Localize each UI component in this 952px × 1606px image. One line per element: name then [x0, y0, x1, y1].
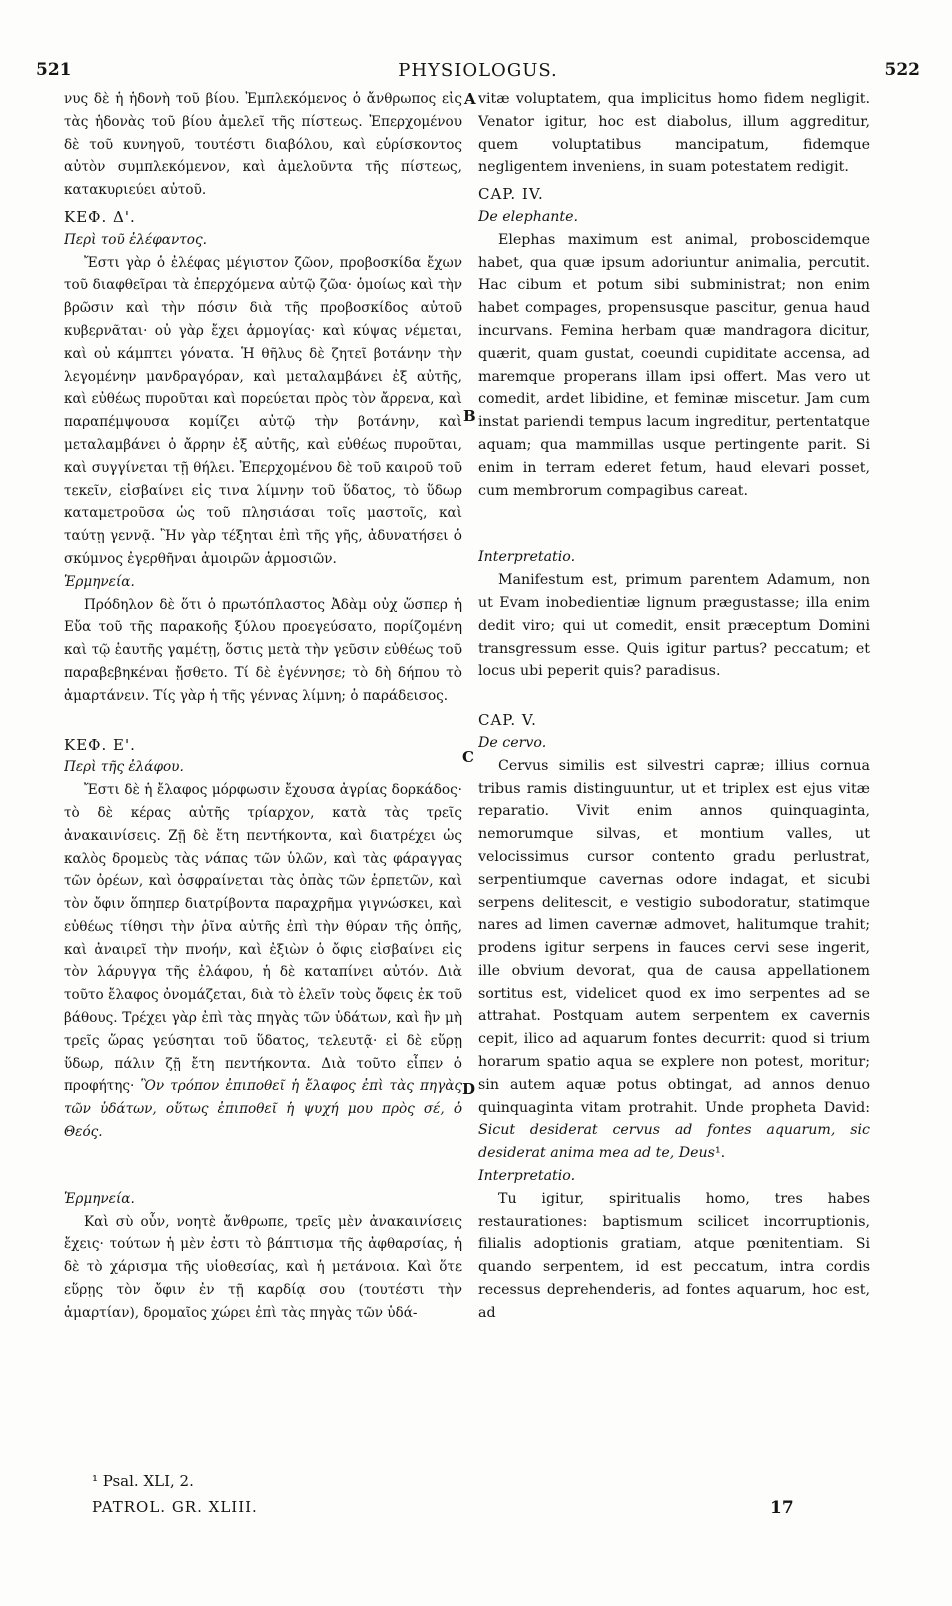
chapter-title: De cervo. [478, 734, 547, 751]
greek-paragraph: Πρόδηλον δὲ ὅτι ὁ πρωτόπλαστος Ἀδὰμ οὐχ ὥσπερ ἡ Εὔα τοῦ τῆς παρακοῆς ξύλου προεγεύσατο, πορίζομένη καὶ τῷ ἑαυτῆς γαμέτῃ, ὅστις μετὰ τὴν γεῦσιν εὐθέως τοῦ παραβεβηκέναι ᾔσθετο. Τί δὲ ἐγέννησε; τὸ δὴ δήπου τὸ ἁμαρτάνειν. Τίς γὰρ ἡ τῆς γέννας λίμνη; ὁ παράδεισος. [64, 596, 462, 704]
greek-text: Ἔστι δὲ ἡ ἔλαφος μόρφωσιν ἔχουσα ἀγρίας δορκάδος· τὸ δὲ κέρας αὐτῆς τρίαρχον, κατὰ τὰς τρεῖς ἀνακαινίσεις. Ζῇ δὲ ἔτη πεντήκοντα, καὶ διατρέχει ὡς καλὸς δρομεὺς τὰς νάπας τῶν ὑλῶν, καὶ τὰς φάραγγας τῶν ὀρέων, καὶ ὀσφραίνεται τὰς ὀπὰς τῶν ἑρπετῶν, καὶ τὸν ὄφιν ὅπηπερ διατρίβοντα παραχρῆμα γιγνώσκει, καὶ εὐθέως τίθησι τὴν ῥῖνα αὐτῆς ἐπὶ τὴν θύραν τῆς ὀπῆς, καὶ ἀναιρεῖ τὴν πνοήν, καὶ ἐξιὼν ὁ ὄφις εἰσβαίνει εἰς τὸν λάρυγγα τῆς ἐλάφου, ἡ δὲ καταπίνει αὐτόν. Διὰ τοῦτο ἔλαφος ὀνομάζεται, διὰ τὸ ἑλεῖν τοὺς ὄφεις ἐκ τοῦ βάθους. Τρέχει γὰρ ἐπὶ τὰς πηγὰς τῶν ὑδάτων, καὶ ἣν μὴ τρεῖς ὥρας γεύσηται τοῦ ὕδατος, τελευτᾷ· εἰ δὲ εὕρῃ ὕδωρ, πάλιν ζῇ ἔτη πεντήκοντα. Διὰ τοῦτο εἶπεν ὁ προφήτης· [64, 782, 462, 1095]
chapter-title: Περὶ τῆς ἐλάφου. [64, 759, 184, 776]
chapter-title: Περὶ τοῦ ἐλέφαντος. [64, 231, 207, 248]
latin-paragraph: Elephas maximum est animal, proboscidemque habet, qua quæ ipsum adoriuntur animalia, percutit. Hac cibum et potum sibi subministrat; non enim habet compages, propensusque pascitur, genua haud incurvans. Femina herbam quæ mandragora dicitur, quærit, quam gustat, coeundi cupiditate accensa, ad maremque properans illam ipsi offert. Mas vero ut comedit, ardet libidine, et feminæ miscetur. Jam cum instat pariendi tempus lacum ingreditur, pertentatque aquam; qua mammillas usque pertingente parit. Si enim in terram ederet fetum, haud elevari posset, cum membrorum compagibus careat. [478, 231, 870, 499]
margin-marker-b: B [463, 407, 476, 425]
greek-paragraph: Ἔστι γὰρ ὁ ἐλέφας μέγιστον ζῶον, προβοσκίδα ἔχων τοῦ διαφθεῖραι τὰ ἐπερχόμενα αὐτῷ ζῶα· ὁμοίως καὶ τὴν βρῶσιν καὶ τὴν πόσιν διὰ τῆς προβοσκίδος αὐτοῦ κυβερνᾶται· οὐ γὰρ ἔχει ἁρμογίας· καὶ κύψας νέμεται, καὶ οὐ κάμπτει γόνατα. Ἡ θῆλυς δὲ ζητεῖ βοτάνην τὴν λεγομένην μανδραγόραν, καὶ μεταλαμβάνει ἐξ αὐτῆς, καὶ εὐθέως πυροῦται καὶ πορεύεται πρὸς τὸν ἄρρενα, καὶ παραπέμψουσα κομίζει αὐτῷ τὴν βοτάνην, καὶ μεταλαμβάνει ὁ ἄρρην ἐξ αὐτῆς, καὶ εὐθέως πυροῦται, καὶ συγγίνεται τῇ θήλει. Ἐπερχομένου δὲ τοῦ καιροῦ τοῦ τεκεῖν, εἰσβαίνει εἰς τινα λίμνην τοῦ ὕδατος, τὸ ὕδωρ καταμετροῦσα ὡς τοῦ πλησιάσαι τοῖς μαστοῖς, καὶ ταύτῃ γεννᾷ. Ἢν γὰρ τέξηται ἐπὶ τῆς γῆς, ἀδυνατήσει ὁ σκύμνος ἐγερθῆναι ἀμοιρῶν ἁρμοσιῶν. [64, 254, 462, 567]
margin-marker-c: C [462, 748, 474, 766]
latin-paragraph: Tu igitur, spiritualis homo, tres habes restaurationes: baptismum scilicet incorruptionis, filialis adoptionis gratiam, atque pœnitentiam. Si quando serpentem, id est peccatum, intra cordis recessus deprehenderis, ad fontes aquarum, hoc est, ad [478, 1190, 870, 1321]
greek-paragraph: Καὶ σὺ οὖν, νοητὲ ἄνθρωπε, τρεῖς μὲν ἀνακαινίσεις ἔχεις· τούτων ἡ μὲν ἐστι τὸ βάπτισμα τῆς ἀφθαρσίας, ἡ δὲ τὸ χάρισμα τῆς υἱοθεσίας, καὶ ἡ μετάνοια. Καὶ ὅτε εὕρῃς τὸν ὄφιν ἐν τῇ καρδίᾳ σου (τουτέστι τὴν ἁμαρτίαν), δρομαῖος χώρει ἐπὶ τὰς πηγὰς τῶν ὑδά- [64, 1213, 462, 1321]
footnote-reference: ¹. [714, 1145, 726, 1162]
greek-column [64, 88, 462, 1325]
chapter-heading: ΚΕΦ. Ε'. [64, 735, 136, 754]
chapter-heading: CAP. V. [478, 711, 537, 730]
scripture-quote: Sicut desiderat cervus ad fontes aquarum, sic desiderat anima mea ad te, Deus [478, 1122, 870, 1162]
latin-column [478, 88, 870, 1325]
chapter-heading: ΚΕΦ. Δ'. [64, 207, 136, 226]
greek-paragraph [64, 779, 462, 1144]
spacer [478, 683, 870, 705]
running-title: PHYSIOLOGUS. [398, 60, 558, 81]
spacer [64, 1144, 462, 1188]
chapter-title: De elephante. [478, 208, 579, 225]
greek-paragraph: νυς δὲ ἡ ἡδονὴ τοῦ βίου. Ἐμπλεκόμενος ὁ ἄνθρωπος εἰς τὰς ἡδονὰς τοῦ βίου ἀμελεῖ τῆς πίστεως. Ἐπερχομένου δὲ τοῦ κυνηγοῦ, τουτέστι διαβόλου, καὶ εὑρίσκοντος αὐτὸν συμπλεκόμενον, καὶ ἀμελοῦντα τῆς πίστεως, κατακυριεύει αὐτοῦ. [64, 91, 462, 199]
latin-paragraph [478, 755, 870, 1165]
sheet-number: 17 [770, 1498, 794, 1518]
interpretation-heading: Ἑρμηνεία. [64, 1190, 135, 1207]
spacer [64, 708, 462, 730]
margin-marker-d: D [462, 1080, 476, 1098]
page-number-left: 521 [36, 60, 72, 80]
running-header [36, 60, 920, 86]
interpretation-heading: Interpretatio. [478, 549, 576, 566]
scripture-quote: Ὃν τρόπον ἐπιποθεῖ ἡ ἔλαφος ἐπὶ τὰς πηγὰς τῶν ὑδάτων, οὕτως ἐπιποθεῖ ἡ ψυχή μου πρὸς σέ, ὁ Θεός. [64, 1078, 462, 1141]
page-number-right: 522 [884, 60, 920, 80]
latin-paragraph: Manifestum est, primum parentem Adamum, non ut Evam inobedientiæ lignum prægustasse; illa enim dedit viro; qui ut comedit, ensit præceptum Domini transgressum esse. Quis igitur partus? peccatum; et locus ubi peperit quis? paradisus. [478, 572, 870, 680]
latin-text: Cervus similis est silvestri capræ; illius cornua tribus ramis distinguuntur, ut et triplex est ejus vitæ reparatio. Vivit enim annos quinquaginta, nemorumque silvas, et montium valles, ut velocissimus cursor contento gradu perlustrat, serpentiumque cavernas odore indagat, et sicubi serpens delitescit, e vestigio subodoratur, statimque nares ad limen cavernæ admovet, halitumque trahit; prodens igitur serpens in fauces cervi sese ingerit, ille obvium devorat, qua de causa appellationem sortitus est, videlicet quod ex imo serpentes ad se attrahat. Postquam autem serpentem ex cavernis cepit, ilico ad aquarum fontes decurrit: quod si trium horarum spatio aqua se explere non potest, moritur; sin autem aquæ potus obtingat, ad annos denuo quinquaginta vitam protrahit. Unde propheta David: [478, 757, 870, 1116]
interpretation-heading: Ἑρμηνεία. [64, 573, 135, 590]
interpretation-heading: Interpretatio. [478, 1168, 576, 1185]
chapter-heading: CAP. IV. [478, 185, 544, 204]
spacer [478, 502, 870, 546]
margin-marker-a: A [464, 90, 476, 108]
footnote: ¹ Psal. XLI, 2. [92, 1472, 194, 1490]
series-signature: PATROL. GR. XLIII. [92, 1498, 258, 1516]
latin-paragraph: vitæ voluptatem, qua implicitus homo fidem negligit. Venator igitur, hoc est diabolus, illum aggreditur, quem voluptatibus mancipatum, fidemque negligentem inveniens, in suam potestatem redigit. [478, 91, 870, 176]
